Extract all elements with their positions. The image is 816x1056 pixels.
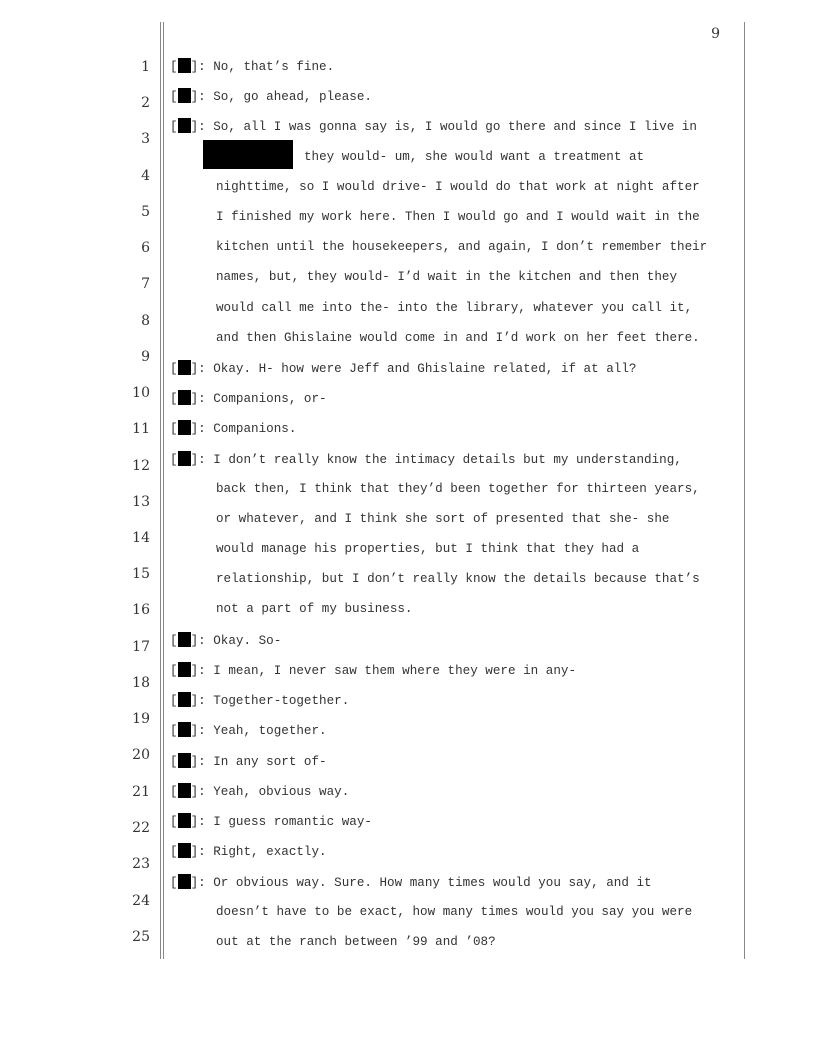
transcript-text: would call me into the- into the library, whatever you call it, (216, 301, 693, 315)
transcript-text: : I guess romantic way- (198, 815, 372, 829)
speaker-redaction (178, 118, 191, 133)
transcript-text: : Yeah, obvious way. (198, 785, 350, 799)
transcript-text: or whatever, and I think she sort of presented that she- she (216, 512, 670, 526)
bracket-close: ] (190, 664, 199, 678)
continuation-line (216, 541, 639, 557)
line-number: 19 (132, 711, 150, 727)
speaker-line (170, 662, 576, 679)
right-margin-rule (744, 22, 745, 959)
line-number: 10 (132, 385, 150, 401)
transcript-text: not a part of my business. (216, 602, 413, 616)
continuation-line (216, 209, 700, 225)
line-number: 21 (132, 784, 150, 800)
speaker-line (170, 753, 327, 770)
line-number: 16 (132, 602, 150, 618)
transcript-text: they would- um, she would want a treatment at (304, 150, 645, 164)
speaker-line (170, 843, 327, 860)
line-number: 5 (141, 204, 150, 220)
line-number: 1 (141, 59, 150, 75)
left-margin-rule (160, 22, 161, 959)
bracket-close: ] (190, 60, 199, 74)
transcript-text: and then Ghislaine would come in and I’d work on her feet there. (216, 331, 700, 345)
transcript-text: names, but, they would- I’d wait in the kitchen and then they (216, 270, 678, 284)
transcript-text: relationship, but I don’t really know the details because that’s (216, 572, 700, 586)
line-number: 18 (132, 675, 150, 691)
line-number: 9 (141, 349, 150, 365)
bracket-open: [ (170, 664, 178, 678)
speaker-line (170, 88, 372, 105)
line-number: 2 (141, 95, 150, 111)
bracket-close: ] (190, 422, 199, 436)
transcript-text: would manage his properties, but I think that they had a (216, 542, 640, 556)
speaker-line (170, 632, 281, 649)
page-number: 9 (711, 26, 720, 42)
transcript-text: out at the ranch between ’99 and ’08? (216, 935, 496, 949)
bracket-close: ] (190, 845, 199, 859)
bracket-open: [ (170, 815, 178, 829)
transcript-text: : Companions, or- (198, 392, 327, 406)
transcript-text: : So, all I was gonna say is, I would go there and since I live in (198, 120, 697, 134)
line-number: 24 (132, 893, 150, 909)
speaker-line (170, 390, 327, 407)
continuation-line (216, 239, 707, 255)
bracket-open: [ (170, 362, 178, 376)
bracket-close: ] (190, 694, 199, 708)
transcript-text: : Or obvious way. Sure. How many times would you say, and it (198, 876, 652, 890)
bracket-open: [ (170, 453, 178, 467)
bracket-close: ] (190, 815, 199, 829)
transcript-text: back then, I think that they’d been together for thirteen years, (216, 482, 700, 496)
speaker-redaction (178, 722, 191, 737)
continuation-line (216, 511, 669, 527)
bracket-open: [ (170, 60, 178, 74)
transcript-text: : Together-together. (198, 694, 350, 708)
line-number: 3 (141, 131, 150, 147)
bracket-close: ] (190, 453, 199, 467)
bracket-open: [ (170, 90, 178, 104)
speaker-redaction (178, 390, 191, 405)
speaker-redaction (178, 874, 191, 889)
bracket-open: [ (170, 634, 178, 648)
transcript-text: : So, go ahead, please. (198, 90, 372, 104)
redaction-block-location (203, 140, 293, 169)
speaker-line (170, 118, 697, 135)
speaker-redaction (178, 813, 191, 828)
bracket-close: ] (190, 785, 199, 799)
line-number: 23 (132, 856, 150, 872)
continuation-line (216, 934, 496, 950)
continuation-line (216, 481, 700, 497)
transcript-text: I finished my work here. Then I would go and I would wait in the (216, 210, 700, 224)
continuation-line (216, 904, 692, 920)
transcript-text: kitchen until the housekeepers, and again, I don’t remember their (216, 240, 708, 254)
speaker-line (170, 722, 327, 739)
continuation-line (304, 149, 644, 165)
bracket-open: [ (170, 845, 178, 859)
bracket-open: [ (170, 120, 178, 134)
bracket-close: ] (190, 876, 199, 890)
transcript-text: : No, that’s fine. (198, 60, 335, 74)
line-number: 15 (132, 566, 150, 582)
speaker-line (170, 874, 652, 891)
speaker-redaction (178, 662, 191, 677)
bracket-open: [ (170, 422, 178, 436)
continuation-line (216, 269, 677, 285)
continuation-line (216, 330, 700, 346)
bracket-close: ] (190, 634, 199, 648)
bracket-close: ] (190, 120, 199, 134)
line-number: 14 (132, 530, 150, 546)
speaker-redaction (178, 692, 191, 707)
transcript-text: : I mean, I never saw them where they were in any- (198, 664, 576, 678)
bracket-close: ] (190, 755, 199, 769)
bracket-close: ] (190, 362, 199, 376)
bracket-open: [ (170, 876, 178, 890)
speaker-redaction (178, 632, 191, 647)
line-number: 22 (132, 820, 150, 836)
transcript-text: nighttime, so I would drive- I would do that work at night after (216, 180, 700, 194)
line-number: 13 (132, 494, 150, 510)
line-number: 7 (141, 276, 150, 292)
speaker-redaction (178, 360, 191, 375)
speaker-line (170, 783, 349, 800)
speaker-line (170, 692, 349, 709)
line-number: 20 (132, 747, 150, 763)
line-number: 25 (132, 929, 150, 945)
line-number: 8 (141, 313, 150, 329)
transcript-text: : Companions. (198, 422, 297, 436)
bracket-open: [ (170, 755, 178, 769)
speaker-line (170, 451, 682, 468)
transcript-text: : In any sort of- (198, 755, 327, 769)
line-number: 6 (141, 240, 150, 256)
transcript-text: : Okay. So- (198, 634, 282, 648)
speaker-line (170, 58, 334, 75)
transcript-text: doesn’t have to be exact, how many times would you say you were (216, 905, 693, 919)
left-margin-rule-inner (163, 22, 164, 959)
bracket-open: [ (170, 392, 178, 406)
transcript-text: : Yeah, together. (198, 724, 327, 738)
speaker-redaction (178, 58, 191, 73)
continuation-line (216, 601, 413, 617)
bracket-open: [ (170, 785, 178, 799)
line-number: 12 (132, 458, 150, 474)
speaker-redaction (178, 753, 191, 768)
transcript-text: : I don’t really know the intimacy details but my understanding, (198, 453, 682, 467)
speaker-redaction (178, 843, 191, 858)
continuation-line (216, 179, 700, 195)
line-number: 17 (132, 639, 150, 655)
speaker-redaction (178, 420, 191, 435)
line-number: 11 (132, 421, 150, 437)
bracket-close: ] (190, 724, 199, 738)
bracket-open: [ (170, 694, 178, 708)
transcript-text: : Right, exactly. (198, 845, 327, 859)
speaker-redaction (178, 783, 191, 798)
transcript-text: : Okay. H- how were Jeff and Ghislaine related, if at all? (198, 362, 637, 376)
speaker-line (170, 360, 636, 377)
continuation-line (216, 571, 700, 587)
speaker-redaction (178, 88, 191, 103)
speaker-line (170, 813, 372, 830)
continuation-line (216, 300, 692, 316)
bracket-open: [ (170, 724, 178, 738)
bracket-close: ] (190, 90, 199, 104)
speaker-redaction (178, 451, 191, 466)
line-number: 4 (141, 168, 150, 184)
speaker-line (170, 420, 296, 437)
bracket-close: ] (190, 392, 199, 406)
